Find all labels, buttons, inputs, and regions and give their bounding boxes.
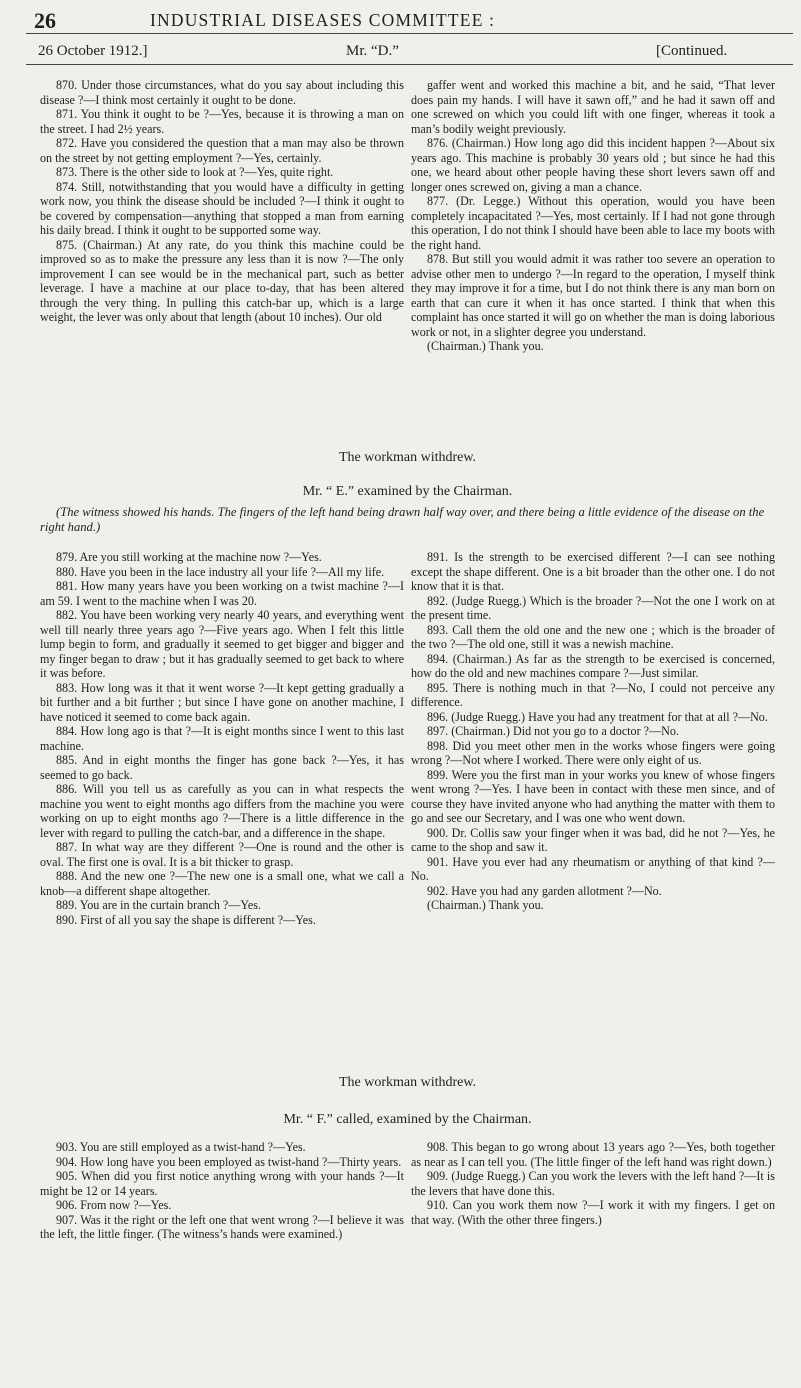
paragraph: 897. (Chairman.) Did not you go to a doctor ?—No. [427, 724, 679, 738]
paragraph: 894. (Chairman.) As far as the strength to be exercised is concerned, how do the old and new machines compare ?—Just similar. [411, 651, 775, 680]
paragraph: 875. (Chairman.) At any rate, do you think this machine could be improved so as to make the pressure any less than it is now ?—The only improvement I can see would be in the mechanical part, such as better leverage. I have a machine at our place to-day, that has been altered through the very thing. In pulling this catch-bar up, which is a large weight, the lever was only about that length (about 10 inches). Our old [40, 237, 404, 324]
section1-right-column [411, 78, 775, 354]
withdrawal-note-1: The workman withdrew. [338, 450, 477, 465]
paragraph: (Chairman.) Thank you. [427, 898, 544, 912]
subheader-rule [26, 64, 793, 65]
section2-note: (The witness showed his hands. The fingers of the left hand being drawn half way over, and there being a little evidence of the disease on the right hand.) [40, 505, 765, 534]
paragraph: (Chairman.) Thank you. [427, 339, 544, 353]
paragraph: 879. Are you still working at the machine now ?—Yes. [56, 550, 322, 564]
paragraph: 909. (Judge Ruegg.) Can you work the levers with the left hand ?—It is the levers that have done this. [411, 1169, 775, 1198]
paragraph: 886. Will you tell us as carefully as you can in what respects the machine you went to eight months ago differs from the machine you were working on up to eight months ago ?—There is a little difference in the lever with regard to pulling the catch-bar, and a difference in the shape. [40, 782, 404, 840]
continued-label: [Continued. [656, 43, 728, 59]
section3-right-column [411, 1140, 775, 1227]
header-rule [26, 33, 793, 34]
paragraph: 871. You think it ought to be ?—Yes, because it is throwing a man on the street. I had 2½ years. [40, 107, 404, 136]
paragraph: 878. But still you would admit it was rather too severe an operation to advise other men to undergo ?—In regard to the operation, I myself think they may improve it for a time, but I do not think there is any man born on earth that can cure it when it has once started. I think that when this complaint has once started it will go on whether the man is doing laborious work or not, in a slighter degree you understand. [411, 252, 775, 339]
paragraph: 901. Have you ever had any rheumatism or anything of that kind ?—No. [411, 854, 775, 883]
paragraph: 895. There is nothing much in that ?—No, I could not perceive any difference. [411, 680, 775, 709]
page-number: 26 [34, 8, 56, 33]
witness-name: Mr. “D.” [346, 43, 399, 59]
paragraph: 873. There is the other side to look at ?—Yes, quite right. [56, 165, 334, 179]
paragraph: 907. Was it the right or the left one that went wrong ?—I believe it was the left, the little finger. (The witness’s hands were examined.) [40, 1212, 404, 1241]
paragraph: 899. Were you the first man in your works you knew of whose fingers went wrong ?—Yes. I have been in contact with these men since, and of course they have invited anyone who had anything the matter with them to go and see our Secretary, and I was one who went down. [411, 767, 775, 825]
paragraph: 884. How long ago is that ?—It is eight months since I went to this last machine. [40, 724, 404, 753]
section2-right-column [411, 550, 775, 913]
page-header [0, 0, 801, 33]
withdrawal-note-2: The workman withdrew. [338, 1075, 477, 1090]
paragraph: 890. First of all you say the shape is different ?—Yes. [56, 912, 316, 927]
paragraph: 872. Have you considered the question that a man may also be thrown on the street by not getting employment ?—Yes, certainly. [40, 136, 404, 165]
paragraph: 882. You have been working very nearly 40 years, and everything went well till nearly three years ago ?—Five years ago. When I felt this little lump begin to form, and gradually it seemed to get bigger and bigger and my finger began to draw ; but it has gradually seemed to get back to where it was before. [40, 608, 404, 680]
paragraph: 902. Have you had any garden allotment ?—No. [427, 883, 662, 898]
paragraph: 883. How long was it that it went worse ?—It kept getting gradually a bit further and a bit further ; but since I have gone on another machine, I have noticed it seemed to come back again. [40, 680, 404, 724]
paragraph: 887. In what way are they different ?—One is round and the other is oval. The first one is oval. It is a bit thicker to grasp. [40, 840, 404, 869]
paragraph: 876. (Chairman.) How long ago did this incident happen ?—About six years ago. This machine is probably 30 years old ; but since he had this one, we heard about other people having these short levers sawn off and longer ones screwed on, giving a man a chance. [411, 136, 775, 194]
paragraph: 885. And in eight months the finger has gone back ?—Yes, it has seemed to go back. [40, 753, 404, 782]
paragraph: 892. (Judge Ruegg.) Which is the broader ?—Not the one I work on at the present time. [411, 593, 775, 622]
paragraph: 898. Did you meet other men in the works whose fingers were going wrong ?—Not where I worked. There were only eight of us. [411, 738, 775, 767]
paragraph: 881. How many years have you been working on a twist machine ?—I am 59. I went to the machine when I was 20. [40, 579, 404, 608]
section2-left-column [40, 550, 404, 927]
running-title: INDUSTRIAL DISEASES COMMITTEE : [150, 10, 496, 30]
paragraph: 903. You are still employed as a twist-hand ?—Yes. [56, 1140, 306, 1154]
paragraph: 888. And the new one ?—The new one is a small one, what we call a knob—a different shape altogether. [40, 869, 404, 898]
paragraph: 904. How long have you been employed as twist-hand ?—Thirty years. [56, 1154, 402, 1169]
section2-heading: Mr. “ E.” examined by the Chairman. [302, 484, 513, 499]
paragraph: 905. When did you first notice anything wrong with your hands ?—It might be 12 or 14 years. [40, 1169, 404, 1198]
paragraph: 889. You are in the curtain branch ?—Yes. [56, 898, 262, 912]
paragraph: 874. Still, notwithstanding that you would have a difficulty in getting work now, you think the disease should be included ?—I think it ought to be covered by compensation—anything that stopped a man from earning his daily bread. I think it ought to be supported some way. [40, 179, 404, 237]
section1-left-column [40, 78, 404, 325]
paragraph: 900. Dr. Collis saw your finger when it was bad, did he not ?—Yes, he came to the shop and saw it. [411, 825, 775, 854]
section3-heading: Mr. “ F.” called, examined by the Chairman. [283, 1112, 532, 1127]
paragraph: gaffer went and worked this machine a bit, and he said, “That lever does pain my hands. I will have it sawn off,” and he had it sawn off and one screwed on which you could lift with one finger, whereas it took a man’s bodily weight previously. [411, 78, 775, 136]
paragraph: 908. This began to go wrong about 13 years ago ?—Yes, both together as near as I can tell you. (The little finger of the left hand was right down.) [411, 1140, 775, 1169]
paragraph: 893. Call them the old one and the new one ; which is the broader of the two ?—The old one, still it was a newish machine. [411, 622, 775, 651]
paragraph: 910. Can you work them now ?—I work it with my fingers. I get on that way. (With the other three fingers.) [411, 1198, 775, 1227]
paragraph: 870. Under those circumstances, what do you say about including this disease ?—I think most certainly it ought to be done. [40, 78, 404, 107]
section3-left-column [40, 1140, 404, 1242]
paragraph: 906. From now ?—Yes. [56, 1198, 172, 1212]
paragraph: 877. (Dr. Legge.) Without this operation, would you have been completely incapacitated ?—Yes, most certainly. If I had not gone through this operation, I do not think I should have been able to lace my boots with the right hand. [411, 194, 775, 252]
paragraph: 891. Is the strength to be exercised different ?—I can see nothing except the shape different. One is a bit broader than the other one. I do not know that it is that. [411, 550, 775, 593]
sitting-date: 26 October 1912.] [38, 43, 148, 59]
paragraph: 880. Have you been in the lace industry all your life ?—All my life. [56, 564, 385, 579]
paragraph: 896. (Judge Ruegg.) Have you had any treatment for that at all ?—No. [427, 709, 768, 724]
